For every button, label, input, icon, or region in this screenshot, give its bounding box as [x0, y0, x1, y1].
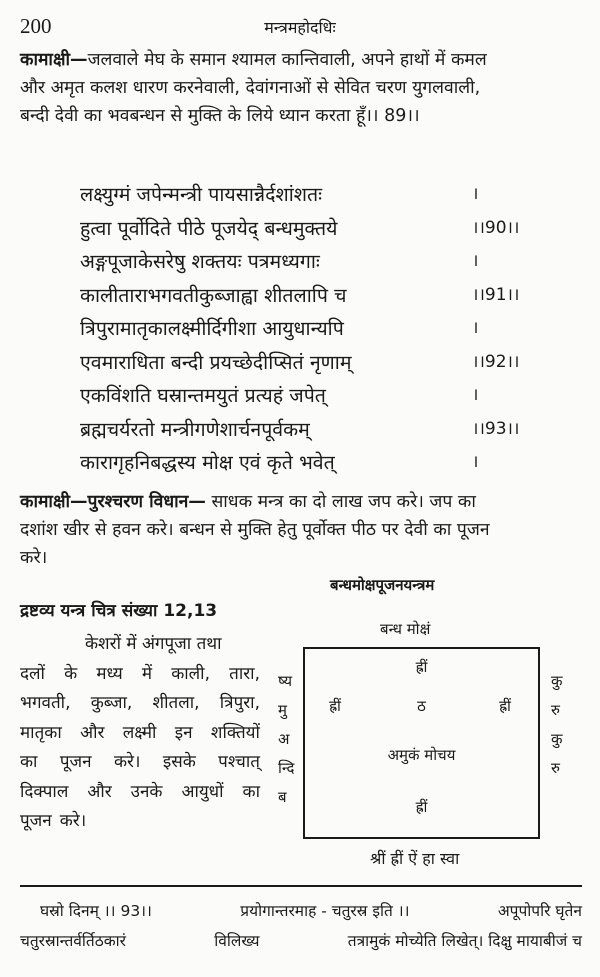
verse-line: [80, 212, 540, 246]
yantra-letter: रु: [551, 759, 560, 777]
side-word: त्रिपुरा,: [219, 693, 260, 713]
side-line: [20, 778, 260, 808]
side-word: कुब्जा,: [90, 693, 133, 713]
paragraph-line: जलवाले मेघ के समान श्यामल कान्तिवाली, अपने हाथों में कमल: [87, 50, 487, 70]
footnote-segment: अपूपोपरि घृतेन: [497, 902, 582, 920]
verse-text: अङ्गपूजाकेसरेषु शक्तयः पत्रमध्यगाः: [80, 250, 320, 273]
footnote-line: [20, 896, 582, 926]
yantra-letter: ब: [278, 788, 287, 806]
yantra-bottom-bija: ह्रीं: [415, 798, 428, 816]
yantra-letter: कु: [551, 730, 563, 748]
verse-text: लक्ष्युग्मं जपेन्मन्त्री पायसान्नैर्दशांशतः: [80, 183, 323, 206]
side-word: शक्तियों: [210, 722, 260, 743]
footnote-segment: चतुरस्रान्तर्वर्तिठकारं: [20, 932, 127, 950]
verse-marker: ।: [472, 184, 479, 204]
footnote-line: [20, 926, 582, 956]
page-number: 200: [20, 14, 52, 38]
verse-line: [80, 346, 540, 380]
verse-line: [80, 379, 540, 413]
paragraph-line: दशांश खीर से हवन करे। बन्धन से मुक्ति हेतु पूर्वोक्त पीठ पर देवी का पूजन: [20, 520, 490, 540]
paragraph-line: करे।: [20, 548, 48, 568]
side-word: के: [64, 663, 78, 684]
side-word: आयुधों: [181, 781, 224, 802]
side-word: लक्ष्मी: [122, 722, 157, 743]
paragraph-line: और अमृत कलश धारण करनेवाली, देवांगनाओं से सेवित चरण युगलवाली,: [20, 78, 481, 98]
yantra-title: बन्धमोक्षपूजनयन्त्रम: [330, 576, 435, 594]
yantra-left-letters: [278, 667, 295, 812]
side-word: और: [80, 722, 105, 743]
side-word: केशरों में अंगपूजा तथा: [85, 634, 222, 654]
side-line: [20, 630, 260, 660]
side-word: करे।: [59, 811, 87, 831]
side-word: दिक्पाल: [20, 781, 69, 802]
verse-line: [80, 413, 540, 447]
verse-marker: ।: [472, 452, 479, 472]
yantra-letter: न्दि: [278, 759, 295, 777]
verse-text: कालीताराभगवतीकुब्जाह्वा शीतलापि च: [80, 283, 347, 307]
verse-line: [80, 245, 540, 279]
yantra-reference: द्रष्टव्य यन्त्र चित्र संख्या 12,13: [20, 601, 218, 621]
yantra-top-bija: ह्रीं: [415, 658, 428, 676]
side-word: करे।: [114, 752, 141, 772]
side-word: मध्य: [96, 663, 123, 684]
verse-line: [80, 312, 540, 346]
dhyana-paragraph: [20, 46, 582, 130]
side-word: इन: [174, 722, 193, 743]
side-description: [20, 630, 260, 837]
verse-marker: ।।90।।: [472, 217, 520, 238]
side-word: काली,: [171, 663, 210, 684]
yantra-top-label: बन्ध मोक्षं: [380, 620, 431, 638]
side-line: [20, 719, 260, 749]
side-word: पूजन: [59, 752, 92, 772]
verse-marker: ।: [472, 385, 479, 405]
sanskrit-verses: [80, 178, 540, 480]
kamakshi-label: कामाक्षी—: [20, 50, 88, 70]
side-word: पूजन: [20, 811, 52, 831]
yantra-letter: अ: [278, 730, 290, 748]
side-line: [20, 807, 260, 837]
paragraph-line: साधक मन्त्र का दो लाख जप करे। जप का: [205, 492, 476, 512]
side-word: दलों: [20, 663, 45, 684]
side-line: [20, 689, 260, 719]
side-word: और: [87, 781, 112, 802]
side-word: मातृका: [20, 722, 62, 743]
yantra-mantra: अमुकं मोचय: [387, 746, 456, 764]
side-word: शीतला,: [152, 693, 200, 713]
verse-text: कारागृहनिबद्धस्य मोक्ष एवं कृते भवेत्: [80, 451, 335, 474]
footnote-segment: तत्रामुकं मोच्येति लिखेत्। दिक्षु मायाबीजं च: [347, 932, 582, 950]
side-word: तारा,: [229, 663, 260, 684]
yantra-right-letters: [551, 667, 563, 783]
verse-line: [80, 279, 540, 313]
verse-text: ब्रह्मचर्यरतो मन्त्रीगणेशार्चनपूर्वकम्: [80, 417, 310, 441]
yantra-center-letter: ठ: [417, 697, 426, 715]
purascharana-label: कामाक्षी—पुरश्चरण विधान—: [20, 492, 206, 512]
verse-text: हुत्वा पूर्वोदिते पीठे पूजयेद् बन्धमुक्तये: [80, 216, 338, 240]
footnote-segment: विलिख्य: [214, 932, 260, 950]
paragraph-line: बन्दी देवी का भवबन्धन से मुक्ति के लिये ध्यान करता हूँ।। 89।।: [20, 106, 420, 126]
yantra-letter: रु: [551, 701, 560, 719]
yantra-letter: कु: [551, 672, 563, 690]
side-word: इसके: [162, 752, 196, 772]
yantra-letter: ष्य: [278, 672, 293, 690]
side-word: पश्चात्: [218, 752, 260, 772]
side-word: का: [242, 781, 260, 802]
purascharana-paragraph: [20, 488, 582, 572]
yantra-bottom-label: श्रीं ह्रीं ऐं हा स्वा: [370, 849, 460, 868]
side-line: [20, 660, 260, 690]
verse-text: एकविंशति घस्रान्तमयुतं प्रत्यहं जपेत्: [80, 384, 326, 407]
yantra-diagram: [303, 647, 540, 839]
verse-text: त्रिपुरामातृकालक्ष्मीर्दिगीशा आयुधान्यपि: [80, 317, 344, 340]
footnote-segment: प्रयोगान्तरमाह - चतुरस्र इति ।।: [240, 902, 410, 920]
verse-marker: ।: [472, 318, 479, 338]
yantra-right-bija: ह्रीं: [499, 697, 511, 715]
verse-marker: ।: [472, 251, 479, 271]
side-word: में: [141, 663, 153, 684]
yantra-letter: मु: [278, 701, 287, 719]
side-word: का: [20, 752, 38, 772]
running-title: मन्त्रमहोदधिः: [264, 18, 336, 37]
verse-marker: ।।92।।: [472, 351, 520, 372]
side-word: भगवती,: [20, 693, 71, 713]
verse-line: [80, 446, 540, 480]
yantra-left-bija: ह्रीं: [329, 697, 341, 715]
verse-marker: ।।91।।: [472, 284, 520, 305]
verse-text: एवमाराधिता बन्दी प्रयच्छेदीप्सितं नृणाम्: [80, 350, 352, 374]
side-word: उनके: [130, 781, 163, 802]
footnote-divider: [20, 885, 582, 887]
verse-line: [80, 178, 540, 212]
footnote-segment: घस्रो दिनम् ।। 93।।: [40, 902, 152, 920]
side-line: [20, 748, 260, 778]
verse-marker: ।।93।।: [472, 418, 520, 439]
